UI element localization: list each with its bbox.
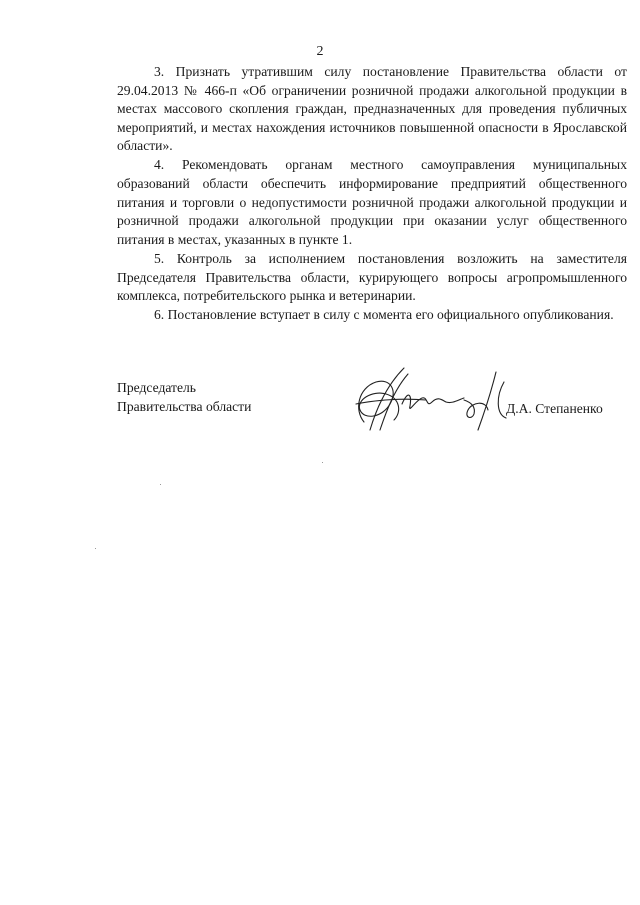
- paragraph-5: 5. Контроль за исполнением постановления возложить на заместителя Председателя Правительства области, курирующего вопросы агропромышленного комплекса, потребительского рынка и ветеринарии.: [117, 250, 627, 304]
- signatory-name: Д.А. Степаненко: [506, 401, 603, 416]
- paragraph-3: 3. Признать утратившим силу постановление Правительства области от 29.04.2013 № 466-п «Об ограничении розничной продажи алкогольной продукции в местах массового скопления граждан, предназначенных для проведения публичных мероприятий, и местах нахождения источников повышенной опасности в Ярославской области».: [117, 64, 627, 154]
- page-number: 2: [316, 44, 324, 59]
- signatory-title: [117, 379, 251, 416]
- document-body: [117, 63, 627, 325]
- scan-artifact: [95, 548, 96, 549]
- signatory-title-line-1: Председатель: [117, 380, 196, 395]
- paragraph-6: 6. Постановление вступает в силу с момента его официального опубликования.: [154, 307, 614, 323]
- signatory-title-line-2: Правительства области: [117, 398, 252, 414]
- handwritten-signature: [346, 360, 516, 440]
- scan-artifact: [160, 484, 161, 485]
- paragraph-4: 4. Рекомендовать органам местного самоуправления муниципальных образований области обеспечить информирование предприятий общественного питания и торговли о недопустимости розничной продажи алкогольной продукции и розничной продажи алкогольной продукции при оказании услуг общественного питания в местах, указанных в пункте 1.: [117, 157, 627, 247]
- scan-artifact: [322, 462, 323, 463]
